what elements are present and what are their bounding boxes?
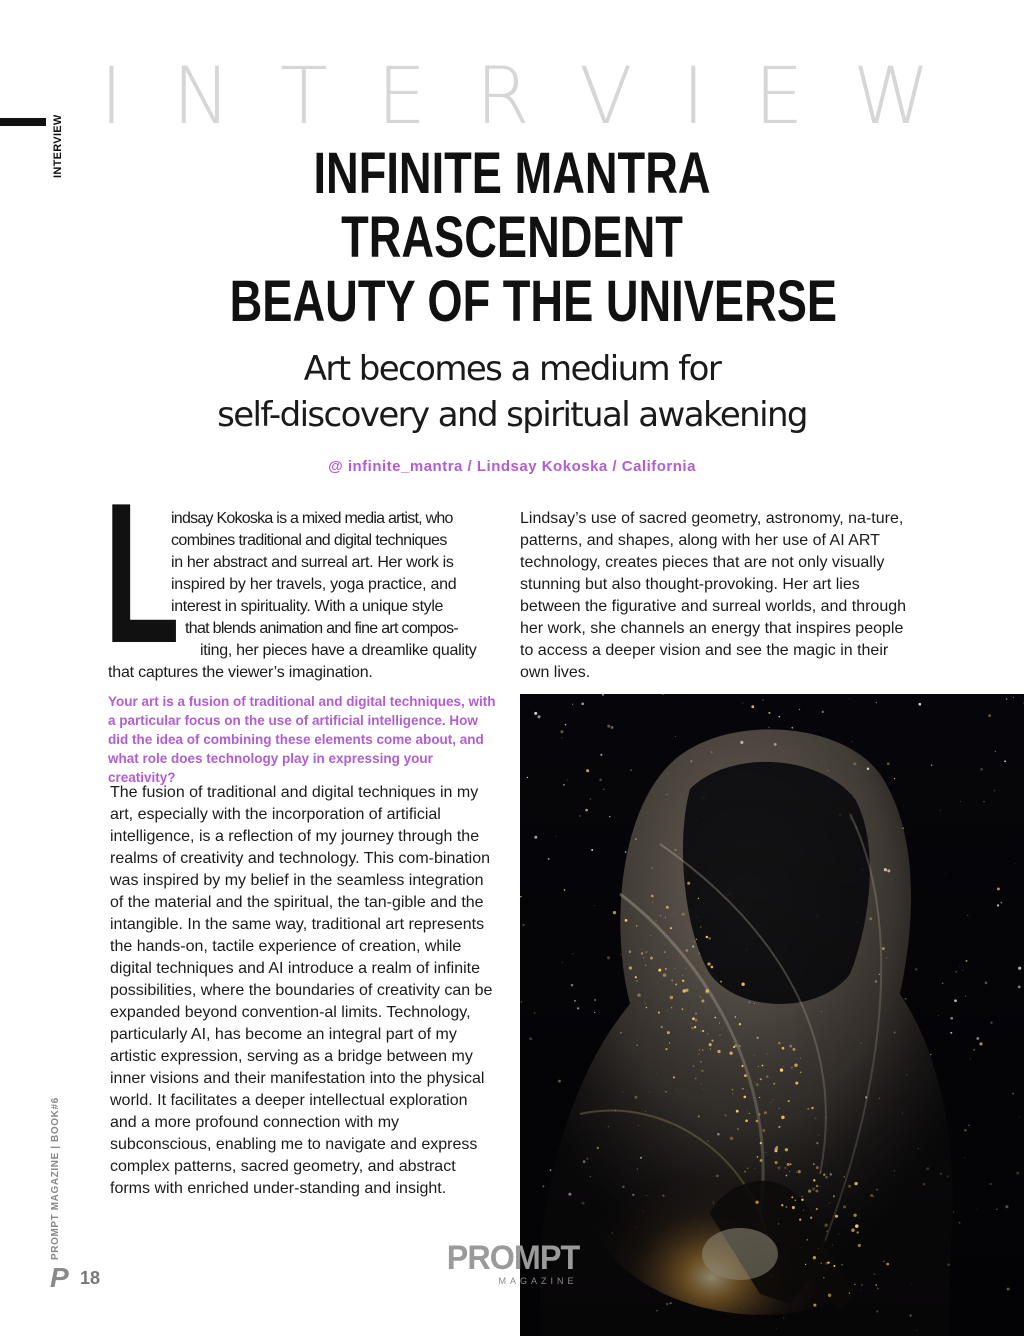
watermark-letter: W <box>852 52 930 142</box>
section-marker-bar <box>0 118 46 126</box>
logo-word: PROMPT <box>446 1239 580 1277</box>
section-label-text: INTERVIEW <box>52 114 64 178</box>
drop-cap: L <box>104 462 180 685</box>
section-label <box>50 114 68 188</box>
intro-line: inspired by her travels, yoga practice, and <box>171 576 457 593</box>
watermark-letter: I <box>100 52 124 142</box>
article-subtitle <box>120 346 904 438</box>
watermark-letter: E <box>754 52 804 142</box>
interview-answer: The fusion of traditional and digital techniques in my art, especially with the incorporation of artificial intelligence, is a reflection of my journey through the realms of creativity and technology. This com-bination was inspired by my belief in the seamless integration of the material and the spiritual, the tan-gible and the intangible. In the same way, traditional art represents the hands-on, tactile experience of creation, while digital techniques and AI introduce a realm of infinite possibilities, where the boundaries of creativity can be expanded beyond convention-al limits. Technology, particularly AI, has become an integral part of my artistic expression, serving as a bridge between my inner visions and their manifestation into the physical world. It facilitates a deeper intellectual exploration and a more profound connection with my subconscious, enabling me to navigate and express complex patterns, sacred geometry, and abstract forms with enriched under-standing and insight. <box>110 784 493 1197</box>
watermark-letter: E <box>377 52 427 142</box>
interview-question: Your art is a fusion of traditional and digital techniques, with a particular focus on the use of artificial intelligence. How did the idea of combining these elements come about, and what role does technology play in expressing your creativity? <box>108 694 496 785</box>
intro-line: that captures the viewer’s imagination. <box>108 664 373 681</box>
intro-line: combines traditional and digital techniques <box>171 532 447 549</box>
page-number: 18 <box>80 1268 101 1288</box>
magazine-issue-text: PROMPT MAGAZINE | BOOK#6 <box>50 1097 61 1260</box>
watermark-letter: V <box>579 52 633 142</box>
article-title <box>229 141 838 334</box>
intro-line: iting, her pieces have a dreamlike quality <box>200 642 477 659</box>
title-line: TRASCENDENT <box>341 205 683 270</box>
title-line: INFINITE MANTRA <box>313 141 711 206</box>
byline: @ infinite_mantra / Lindsay Kokoska / California <box>328 458 696 475</box>
watermark-letter: I <box>681 52 705 142</box>
logo-subtitle: MAGAZINE <box>498 1276 578 1286</box>
right-column-paragraph: Lindsay’s use of sacred geometry, astronomy, na-ture, patterns, and shapes, along with her use of AI ART technology, creates pieces that are not only visually stunning but also thought-provoking. Her art lies between the figurative and surreal worlds, and through her work, she channels an energy that inspires people to access a deeper vision and see the magic in their own lives. <box>520 510 907 681</box>
intro-line: interest in spirituality. With a unique style <box>171 598 444 615</box>
subtitle-line: Art becomes a medium for <box>303 349 721 389</box>
section-watermark-word <box>100 52 930 142</box>
intro-line: that blends animation and fine art compos- <box>185 620 458 637</box>
watermark-letter: N <box>172 52 231 142</box>
magazine-logo <box>438 1240 588 1286</box>
artwork-image <box>520 694 1024 1336</box>
title-line: BEAUTY OF THE UNIVERSE <box>229 269 838 334</box>
subtitle-line: self-discovery and spiritual awakening <box>217 395 807 435</box>
watermark-letter: T <box>280 52 328 142</box>
magazine-issue-label <box>48 1060 64 1260</box>
intro-line: indsay Kokoska is a mixed media artist, who <box>171 510 453 527</box>
watermark-letter: R <box>475 52 530 142</box>
intro-line: in her abstract and surreal art. Her work is <box>171 554 454 571</box>
page-logo-letter: P <box>50 1262 69 1293</box>
